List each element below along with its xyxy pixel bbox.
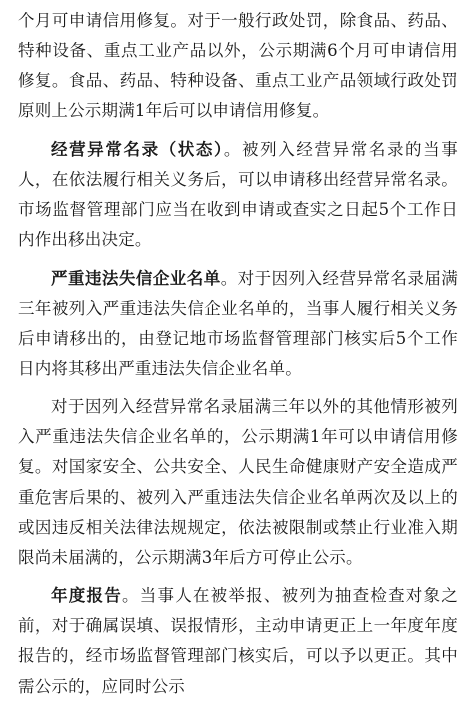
paragraph-text: 。当事人在被举报、被列为抽查检查对象之前，对于确属误填、误报情形，主动申请更正上一年度年度报告的，经市场监督管理部门核实后，可以予以更正。其中需公示的，应同时公示 xyxy=(18,586,458,696)
paragraph-text: 。对于因列入经营异常名录届满三年被列入严重违法失信企业名单的，当事人履行相关义务后申请移出的，由登记地市场监督管理部门核实后5个工作日内将其移出严重违法失信企业名单。 xyxy=(18,268,459,378)
paragraph-lead: 经营异常名录（状态） xyxy=(51,139,224,159)
paragraph-penalty-repair xyxy=(18,6,458,126)
paragraph-abnormal-list xyxy=(18,135,458,255)
paragraph-serious-violation-list xyxy=(18,264,458,384)
paragraph-text: 。被列入经营异常名录的当事人，在依法履行相关义务后，可以申请移出经营异常名录。市场监督管理部门应当在收到申请或查实之日起5个工作日内作出移出决定。 xyxy=(18,139,458,250)
document-page xyxy=(18,6,458,710)
paragraph-annual-report xyxy=(18,581,458,701)
paragraph-text: 对于因列入经营异常名录届满三年以外的其他情形被列入严重违法失信企业名单的，公示期满1年可以申请信用修复。对国家安全、公共安全、人民生命健康财产安全造成严重危害后果的、被列入严重违法失信企业名单两次及以上的或因违反相关法律法规规定，依法被限制或禁止行业准入期限尚未届满的，公示期满3年后方可停止公示。 xyxy=(18,397,458,567)
paragraph-other-circumstances xyxy=(18,392,458,573)
paragraph-text: 个月可申请信用修复。对于一般行政处罚，除食品、药品、特种设备、重点工业产品以外，公示期满6个月可申请信用修复。食品、药品、特种设备、重点工业产品领域行政处罚原则上公示期满1年后可以申请信用修复。 xyxy=(18,11,458,121)
paragraph-lead: 严重违法失信企业名单 xyxy=(51,268,221,288)
paragraph-lead: 年度报告 xyxy=(51,586,122,606)
